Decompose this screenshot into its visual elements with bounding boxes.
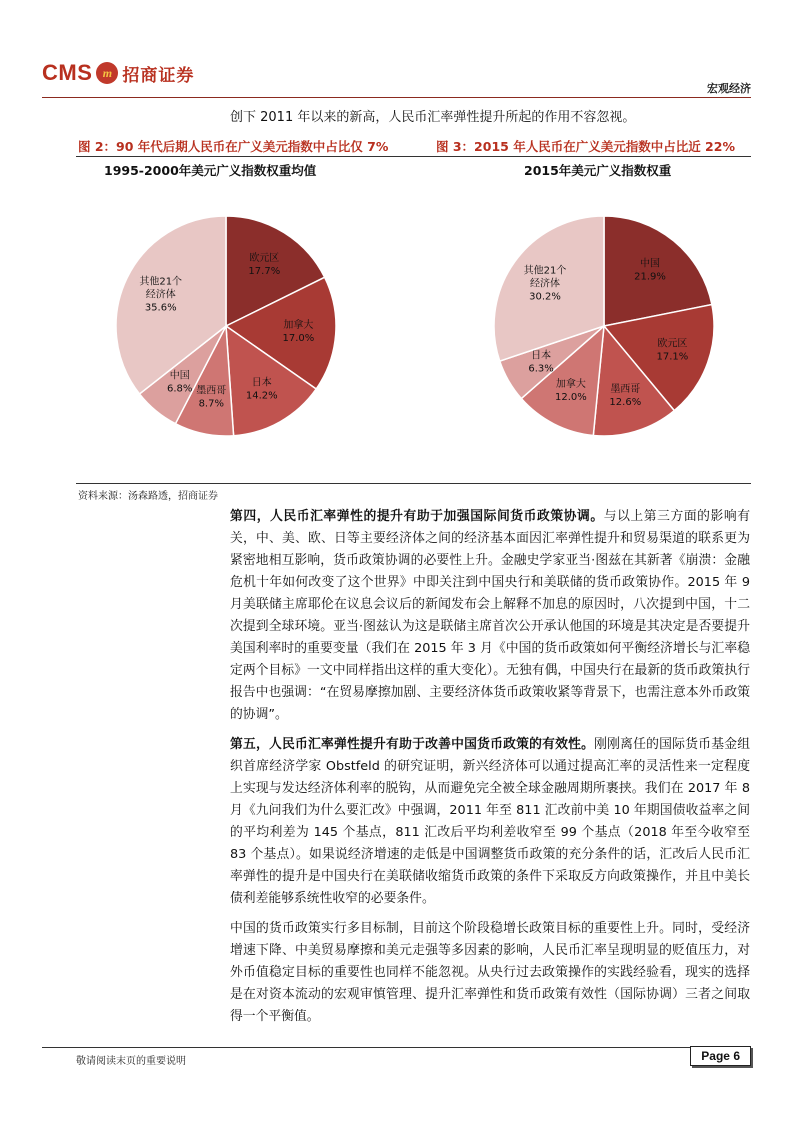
- pie0-slice-1-value: 17.0%: [282, 332, 315, 344]
- pie1-slice-5-label: 其他21个: [523, 265, 567, 277]
- pie1-slice-0-value: 21.9%: [634, 271, 666, 283]
- pie1-slice-0-label: 中国: [640, 258, 661, 270]
- paragraph-6-body: 中国的货币政策实行多目标制，目前这个阶段稳增长政策目标的重要性上升。同时，受经济增速下降、中美贸易摩擦和美元走强等多因素的影响，人民币汇率呈现明显的贬值压力，对外币值稳定目标的重要性也同样不能忽视。从央行过去政策操作的实践经验看，现实的选择是在对资本流动的宏观审慎管理、提升汇率弹性和货币政策有效性（国际协调）三者之间取得一个平衡值。: [230, 921, 750, 1024]
- pie0-slice-2-value: 14.2%: [245, 390, 278, 402]
- company-logo: [42, 60, 194, 86]
- paragraph-5: [230, 734, 750, 910]
- section-label: 宏观经济: [707, 82, 751, 95]
- logo-badge-icon: [96, 62, 118, 84]
- pie0-slice-5-label: 经济体: [145, 289, 176, 301]
- pie-chart-2015: [474, 182, 734, 472]
- pie0-slice-0-value: 17.7%: [248, 265, 281, 277]
- body-text: [230, 506, 750, 1036]
- figure-divider: [76, 156, 751, 157]
- pie1-slice-2-value: 12.6%: [609, 396, 642, 408]
- chart-1-title: 1995-2000年美元广义指数权重均值: [104, 163, 317, 178]
- pie1-slice-4-label: 日本: [531, 350, 552, 362]
- pie1-slice-1-value: 17.1%: [656, 351, 689, 363]
- logo-chinese-name: 招商证券: [122, 65, 195, 86]
- pie1-slice-5-value: 30.2%: [529, 291, 561, 303]
- pie0-slice-3-value: 8.7%: [198, 398, 224, 410]
- pie1-slice-4-value: 6.3%: [528, 363, 554, 375]
- pie0-slice-4-label: 中国: [169, 370, 190, 382]
- paragraph-5-heading: 第五，人民币汇率弹性提升有助于改善中国货币政策的有效性。: [230, 737, 595, 752]
- paragraph-4-body: 与以上第三方面的影响有关，中、美、欧、日等主要经济体之间的经济基本面因汇率弹性提升和贸易渠道的联系更为紧密地相互影响，货币政策协调的必要性上升。金融史学家亚当·图兹在其新著《崩溃：金融危机十年如何改变了这个世界》中即关注到中国央行和美联储的货币政策协作。2015 年 9 月美联储主席耶伦在议息会议后的新闻发布会上解释不加息的原因时，八次提到中国，十二次提到全球环境。亚当·图兹认为这是联储主席首次公开承认他国的环境是其决定是否要提升美国利率时的重要变量（我们在 2015 年 3 月《中国的货币政策如何平衡经济增长与汇率稳定两个目标》一文中同样指出这样的重大变化）。无独有偶，中国央行在最新的货币政策执行报告中也强调：“在贸易摩擦加剧、主要经济体货币政策收紧等背景下，也需注意本外币政策的协调”。: [230, 509, 751, 722]
- pie1-slice-5-label: 经济体: [530, 278, 561, 290]
- lead-sentence: 创下 2011 年以来的新高，人民币汇率弹性提升所起的作用不容忽视。: [230, 110, 636, 125]
- figure-2-title: 图 2：90 年代后期人民币在广义美元指数中占比仅 7%: [78, 139, 389, 154]
- footer-divider: [42, 1047, 751, 1048]
- pie0-slice-1-label: 加拿大: [283, 319, 314, 331]
- source-divider: [76, 483, 751, 484]
- footer-disclaimer: 敬请阅读末页的重要说明: [76, 1056, 186, 1067]
- pie1-slice-2-label: 墨西哥: [610, 383, 641, 395]
- logo-text: CMS: [42, 60, 93, 85]
- chart-2-title: 2015年美元广义指数权重: [524, 163, 672, 178]
- source-note: 资料来源：汤森路透，招商证券: [78, 491, 218, 502]
- pie0-slice-4-value: 6.8%: [167, 383, 193, 395]
- paragraph-4: [230, 506, 750, 726]
- pie-chart-1995-2000: [96, 182, 356, 472]
- pie1-slice-3-label: 加拿大: [555, 379, 586, 391]
- page-number: Page 6: [690, 1046, 751, 1066]
- pie0-slice-3-label: 墨西哥: [196, 385, 227, 397]
- header-divider: [42, 97, 751, 98]
- paragraph-6: [230, 918, 750, 1028]
- pie0-slice-0-label: 欧元区: [249, 252, 280, 264]
- paragraph-5-body: 刚刚离任的国际货币基金组织首席经济学家 Obstfeld 的研究证明，新兴经济体可以通过提高汇率的灵活性来一定程度上实现与发达经济体利率的脱钩，从而避免完全被全球金融周期所裹挟。我们在 2017 年 8 月《九问我们为什么要汇改》中强调，2011 年至 811 汇改前中美 10 年期国债收益率之间的平均利差为 145 个基点，811 汇改后平均利差收窄至 99 个基点（2018 年至今收窄至 83 个基点）。如果说经济增速的走低是中国调整货币政策的充分条件的话，汇改后人民币汇率弹性的提升是中国央行在美联储收缩货币政策的条件下采取反方向政策操作，并且中美长债利差能够系统性收窄的必要条件。: [230, 737, 751, 906]
- pie0-slice-5-value: 35.6%: [144, 302, 177, 314]
- pie1-slice-1-label: 欧元区: [657, 338, 688, 350]
- figure-3-title: 图 3：2015 年人民币在广义美元指数中占比近 22%: [436, 139, 735, 154]
- logo-badge-letter: m: [102, 65, 113, 80]
- pie1-slice-3-value: 12.0%: [554, 392, 587, 404]
- paragraph-4-heading: 第四，人民币汇率弹性的提升有助于加强国际间货币政策协调。: [230, 509, 604, 524]
- pie0-slice-2-label: 日本: [251, 377, 272, 389]
- pie0-slice-5-label: 其他21个: [139, 276, 183, 288]
